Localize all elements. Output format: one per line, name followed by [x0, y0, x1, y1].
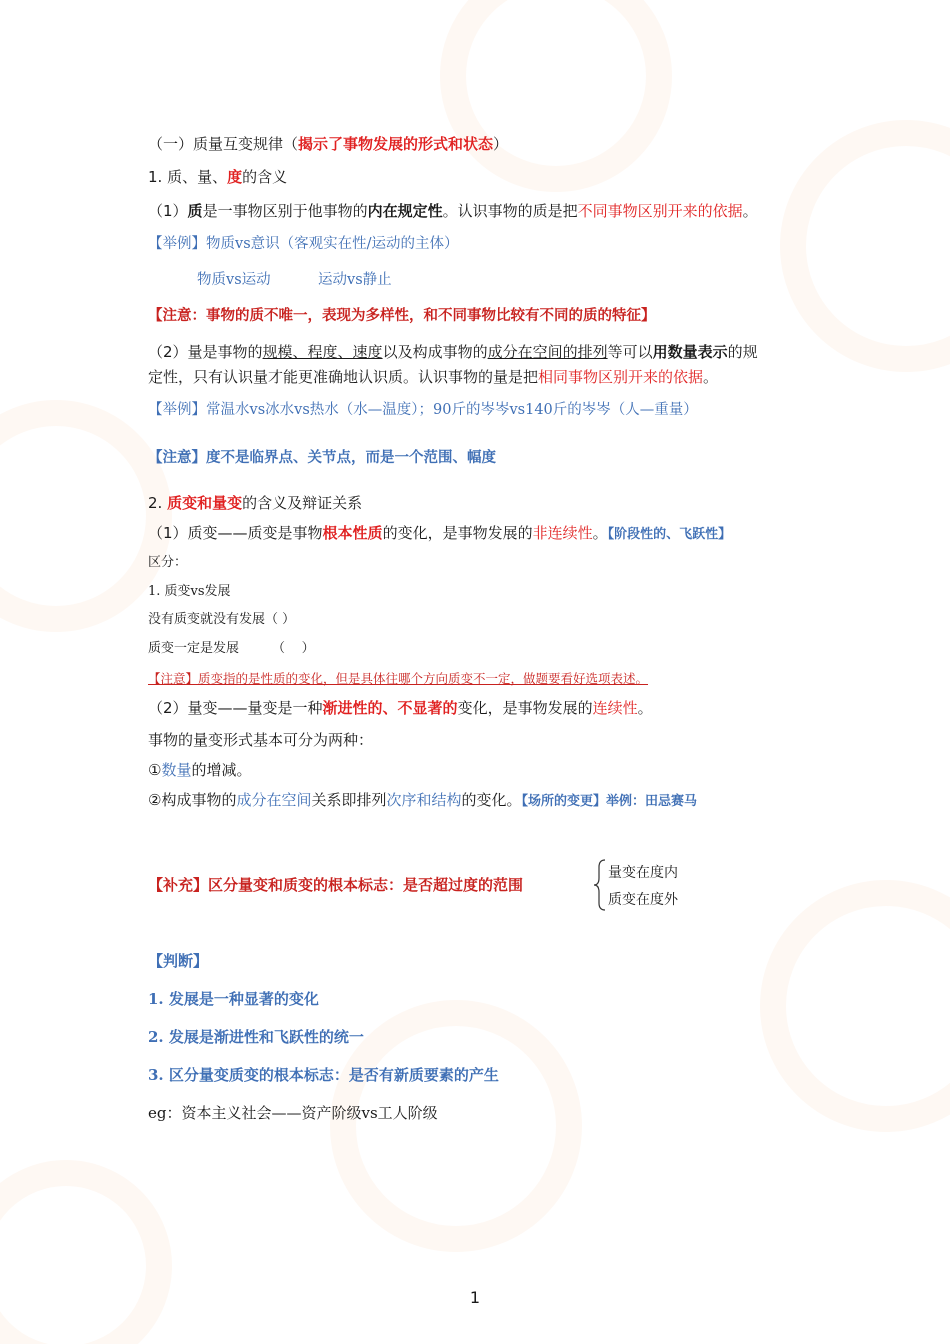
note-line: 【注意：事物的质不唯一，表现为多样性，和不同事物比较有不同的质的特征】 — [148, 307, 656, 324]
forms-intro: 事物的量变形式基本可分为两种： — [148, 731, 374, 749]
judgment-item: 1. 发展是一种显著的变化 — [148, 990, 319, 1008]
heading-2: 2. 质变和量变的含义及辩证关系 — [148, 494, 363, 512]
quantity-definition-cont: 定性，只有认识量才能更准确地认识质。认识事物的量是把相同事物区别开来的依据。 — [148, 368, 719, 386]
distinction-item: 1. 质变vs发展 — [148, 584, 231, 599]
judgment-label: 【判断】 — [148, 952, 209, 970]
supplement-line: 【补充】区分量变和质变的根本标志：是否超过度的范围 — [148, 876, 524, 894]
judgment-item: 3. 区分量变质变的根本标志：是否有新质要素的产生 — [148, 1066, 499, 1084]
example-line: 物质vs运动 — [197, 272, 271, 288]
quantitative-change: （2）量变——量变是一种渐进性的、不显著的变化，是事物发展的连续性。 — [148, 699, 653, 717]
quantity-definition: （2）量是事物的规模、程度、速度以及构成事物的成分在空间的排列等可以用数量表示的规 — [148, 343, 758, 361]
qualitative-change: （1）质变——质变是事物根本性质的变化，是事物发展的非连续性。【阶段性的、飞跃性】 — [148, 524, 732, 542]
note-line: 【注意】度不是临界点、关节点，而是一个范围、幅度 — [148, 449, 496, 466]
example-line: 【举例】物质vs意识（客观实在性/运动的主体） — [148, 236, 459, 252]
distinction-label: 区分： — [148, 555, 188, 570]
example-line: 运动vs静止 — [318, 272, 392, 288]
note-line: 【注意】质变指的是性质的变化，但是具体往哪个方向质变不一定，做题要看好选项表述。 — [148, 671, 649, 686]
brace-icon — [594, 858, 606, 912]
form-item: ②构成事物的成分在空间关系即排列次序和结构的变化。【场所的变更】举例：田忌赛马 — [148, 791, 698, 809]
distinction-item: 没有质变就没有发展（ ） — [148, 612, 296, 627]
quality-definition: （1）质是一事物区别于他事物的内在规定性。认识事物的质是把不同事物区别开来的依据。 — [148, 202, 758, 220]
page-number: 1 — [469, 1288, 481, 1307]
brace-item: 质变在度外 — [608, 892, 678, 908]
distinction-item: 质变一定是发展 （ ） — [148, 641, 315, 656]
section-heading: （一）质量互变规律（揭示了事物发展的形式和状态） — [148, 135, 509, 153]
example-line: 【举例】常温水vs冰水vs热水（水—温度）；90斤的岑岑vs140斤的岑岑（人—重量） — [148, 402, 698, 418]
form-item: ①数量的增减。 — [148, 761, 252, 779]
judgment-item: 2. 发展是渐进性和飞跃性的统一 — [148, 1028, 364, 1046]
brace-item: 量变在度内 — [608, 865, 678, 881]
brace-group — [594, 858, 704, 912]
heading-1: 1. 质、量、度的含义 — [148, 168, 288, 186]
example-line: eg：资本主义社会——资产阶级vs工人阶级 — [148, 1104, 438, 1122]
